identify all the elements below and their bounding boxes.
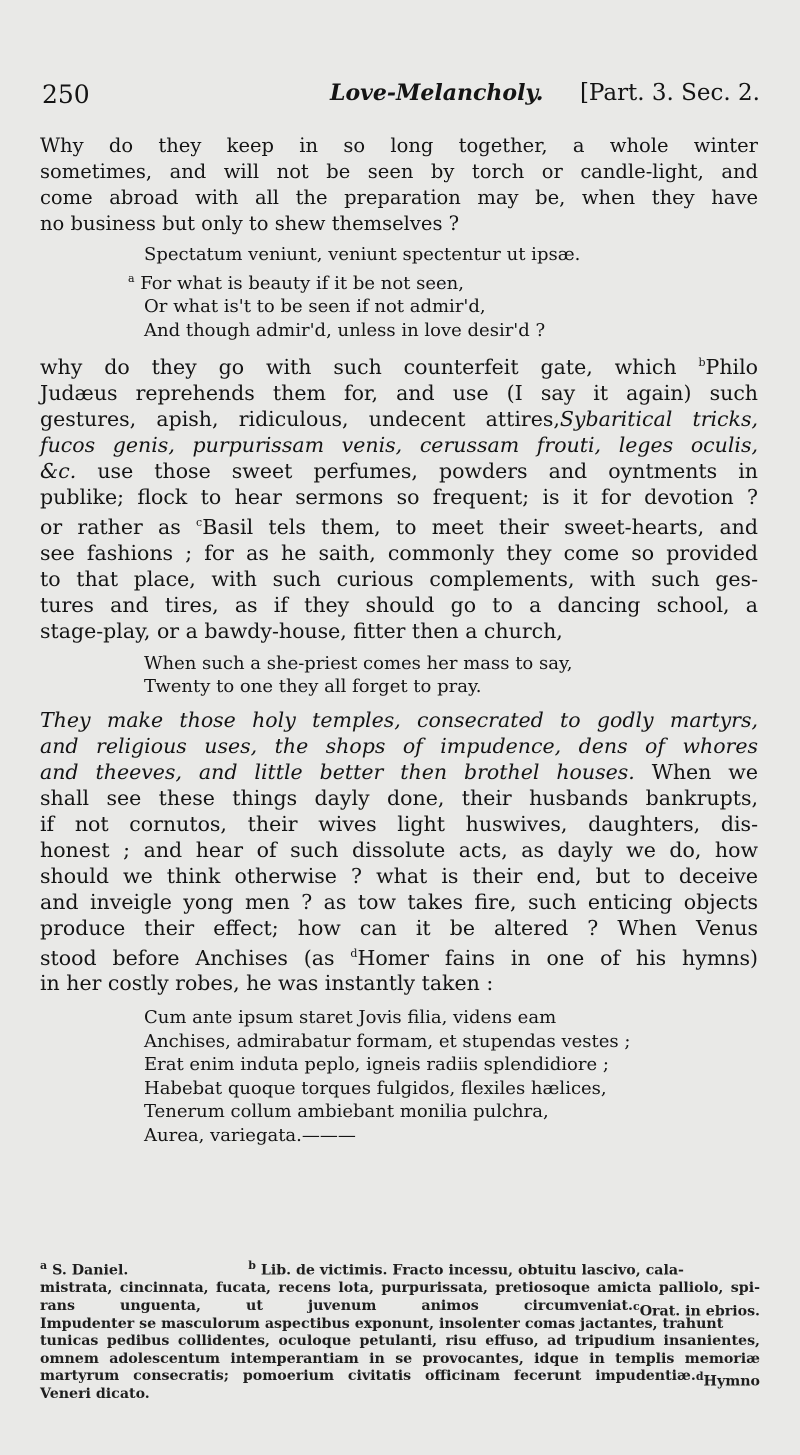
footnote-c: Orat. in ebrios. <box>639 1303 760 1320</box>
footnote-a: S. Daniel. <box>52 1262 129 1279</box>
verse-block-3 <box>40 1006 758 1147</box>
footnote-row: tunicas pedibus collidentes, oculoque petulanti, risu effuso, ad tripudium insanientes, <box>40 1333 760 1350</box>
italic-span: &c. <box>40 458 77 483</box>
footnote-row <box>40 1297 760 1320</box>
italic-span: fucos genis, purpurissam venis, cerussam frouti, leges oculis, <box>40 432 758 457</box>
paragraph-3 <box>40 707 758 997</box>
text-line <box>40 458 758 484</box>
footnote-marker-d: d <box>350 946 358 960</box>
verse-block-1 <box>40 243 758 342</box>
text-span: When we <box>651 759 758 784</box>
body-text <box>40 133 758 1155</box>
italic-span: and religious uses, the shops of impudence, dens of whores <box>40 733 758 758</box>
paragraph-1 <box>40 133 758 237</box>
text-span: Homer fains in one of his hymns) <box>357 945 758 970</box>
text-line <box>40 733 758 759</box>
footnote-marker-d: d <box>695 1370 704 1384</box>
text-line: to that place, with such curious complements, with such ges- <box>40 566 758 591</box>
text-span: use those sweet perfumes, powders and oyntments in <box>97 458 758 483</box>
text-span: why do they go with such counterfeit gate, which <box>40 354 677 379</box>
footnotes <box>40 1257 760 1403</box>
verse-line: Or what is't to be seen if not admir'd, <box>144 296 486 317</box>
running-title: Love-Melancholy. <box>330 80 544 106</box>
footnote-row: omnem adolescentum intemperantiam in se provocantes, idque in templis memoriæ <box>40 1350 760 1367</box>
text-line: see fashions ; for as he saith, commonly they come so provided <box>40 540 758 565</box>
text-line: publike; flock to hear sermons so frequent; is it for devotion ? <box>40 484 758 509</box>
page-number: 250 <box>42 80 90 109</box>
footnote-row: mistrata, cincinnata, fucata, recens lota, purpurissata, pretiosoque amicta palliolo, spi- <box>40 1280 760 1297</box>
text-line <box>40 432 758 458</box>
text-line: stage-play, or a bawdy-house, fitter then a church, <box>40 618 563 643</box>
verse-line <box>128 267 758 296</box>
page-header <box>40 80 760 120</box>
italic-span: Sybaritical tricks, <box>559 406 758 431</box>
verse-line: When such a she-priest comes her mass to say, <box>144 652 573 674</box>
paragraph-2 <box>40 350 758 644</box>
text-line <box>40 406 758 432</box>
verse-line: And though admir'd, unless in love desir'd ? <box>144 319 546 341</box>
footnote-text: rans unguenta, ut juvenum animos circumveniat. <box>40 1297 633 1314</box>
text-line: should we think otherwise ? what is their end, but to deceive <box>40 863 758 888</box>
text-line <box>40 759 758 785</box>
text-line: in her costly robes, he was instantly taken : <box>40 971 494 996</box>
footnote-marker-b: b <box>248 1259 256 1272</box>
verse-line: Tenerum collum ambiebant monilia pulchra, <box>144 1101 549 1123</box>
text-span: stood before Anchises (as <box>40 945 335 970</box>
footnote-row: Impudenter se masculorum aspectibus exponunt, insolenter comas jactantes, trahunt <box>40 1315 724 1332</box>
italic-span: They make those holy temples, consecrated to godly martyrs, <box>40 707 758 732</box>
text-line: Judæus reprehends them for, and use (I say it again) such <box>40 380 758 405</box>
footnote-b: Lib. de victimis. Fracto incessu, obtuitu lascivo, cala- <box>260 1262 684 1279</box>
text-line: tures and tires, as if they should go to a dancing school, a <box>40 592 758 617</box>
verse-line: Habebat quoque torques fulgidos, flexiles hælices, <box>144 1077 607 1099</box>
text-line <box>40 707 758 733</box>
footnote-marker-a: a <box>40 1259 48 1272</box>
verse-line: Anchises, admirabatur formam, et stupendas vestes ; <box>144 1030 631 1052</box>
verse-line: Spectatum veniunt, veniunt spectentur ut ipsæ. <box>144 244 581 265</box>
footnote-marker-b: b <box>698 356 706 369</box>
verse-line: Erat enim induta peplo, igneis radiis splendidiore ; <box>144 1054 609 1076</box>
text-line: shall see these things dayly done, their husbands bankrupts, <box>40 785 758 810</box>
footnote-marker-c: c <box>196 515 203 529</box>
text-line: honest ; and hear of such dissolute acts, as dayly we do, how <box>40 837 758 862</box>
section-reference: [Part. 3. Sec. 2. <box>579 80 760 106</box>
text-line <box>40 941 758 971</box>
text-line <box>40 510 758 540</box>
text-span: Philo <box>705 354 758 379</box>
verse-line: Twenty to one they all forget to pray. <box>144 676 482 698</box>
text-line: no business but only to shew themselves ? <box>40 212 460 235</box>
text-line <box>40 350 758 380</box>
italic-span: and theeves, and little better then brothel houses. <box>40 759 635 784</box>
footnote-marker-a: a <box>128 271 135 285</box>
verse-block-2 <box>40 652 758 699</box>
footnote-marker-c: c <box>632 1299 640 1313</box>
footnote-row <box>40 1368 760 1391</box>
verse-line: Aurea, variegata.——— <box>144 1124 356 1146</box>
footnote-row: Veneri dicato. <box>40 1385 150 1402</box>
text-span: or rather as <box>40 514 181 539</box>
text-line: Why do they keep in so long together, a whole winter <box>40 134 758 157</box>
text-span: gestures, apish, ridiculous, undecent attires, <box>40 406 560 431</box>
text-line: sometimes, and will not be seen by torch or candle-light, and <box>40 160 758 183</box>
footnote-d: Hymno <box>703 1374 760 1391</box>
footnote-text: martyrum consecratis; pomoerium civitatis officinam fecerunt impudentiæ. <box>40 1368 696 1385</box>
text-line: come abroad with all the preparation may be, when they have <box>40 186 758 209</box>
text-line: produce their effect; how can it be altered ? When Venus <box>40 915 758 940</box>
footnote-row <box>40 1257 760 1280</box>
text-line: and inveigle yong men ? as tow takes fire, such enticing objects <box>40 889 758 914</box>
text-line: if not cornutos, their wives light huswives, daughters, dis- <box>40 811 758 836</box>
verse-line: Cum ante ipsum staret Jovis filia, videns eam <box>144 1007 557 1029</box>
text-span: Basil tels them, to meet their sweet-hearts, and <box>202 514 758 539</box>
verse-text: For what is beauty if it be not seen, <box>140 272 464 294</box>
